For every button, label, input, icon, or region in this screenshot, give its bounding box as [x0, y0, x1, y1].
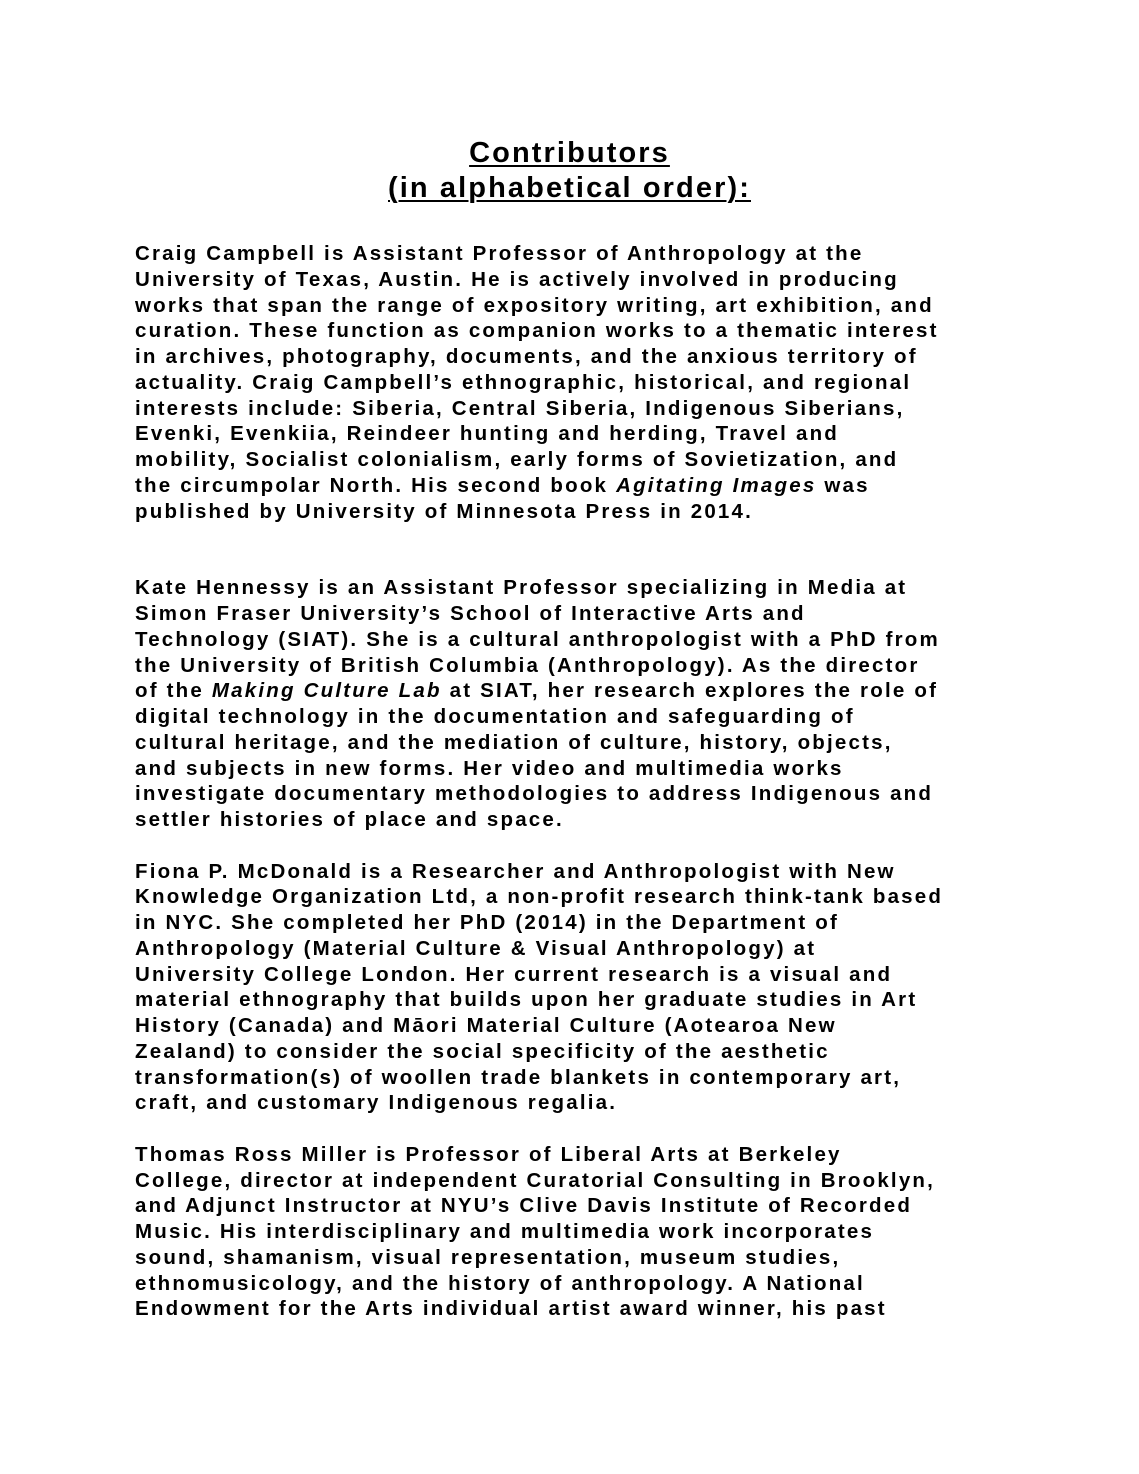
text-segment: and subjects in new forms. Her video and multimedia works — [135, 756, 844, 780]
text-segment: works that span the range of expository writing, art exhibition, and — [135, 293, 934, 317]
paragraph-gap — [135, 1116, 1015, 1142]
text-segment: of the — [135, 679, 212, 703]
text-segment: Kate Hennessy is an Assistant Professor specializing in Media at — [135, 576, 908, 600]
text-line — [135, 1296, 1015, 1322]
text-line — [135, 473, 1015, 499]
text-segment: Simon Fraser University’s School of Interactive Arts and — [135, 602, 806, 625]
text-segment: Thomas Ross Miller is Professor of Liberal Arts at Berkeley — [135, 1142, 842, 1166]
contributors-body — [135, 241, 1015, 1322]
italic-title: Making Culture Lab — [211, 679, 442, 703]
text-segment: the University of British Columbia (Anthropology). As the director — [135, 653, 920, 677]
text-line — [135, 1039, 1015, 1065]
text-segment: University of Texas, Austin. He is actively involved in producing — [135, 267, 899, 291]
text-line — [135, 1271, 1015, 1297]
text-segment: Knowledge Organization Ltd, a non-profit research think-tank based — [135, 885, 944, 909]
text-segment: ethnomusicology, and the history of anthropology. A National — [135, 1271, 865, 1295]
text-line — [135, 370, 1015, 396]
text-segment: curation. These function as companion works to a thematic interest — [135, 319, 939, 343]
text-segment: was — [816, 473, 870, 497]
text-segment: material ethnography that builds upon her graduate studies in Art — [135, 988, 918, 1012]
text-segment: interests include: Siberia, Central Siberia, Indigenous Siberians, — [135, 396, 905, 420]
text-line — [135, 807, 1015, 833]
text-segment: College, director at independent Curatorial Consulting in Brooklyn, — [135, 1168, 936, 1192]
page-subtitle: (in alphabetical order): — [388, 172, 751, 204]
text-line — [135, 344, 1015, 370]
text-segment: University College London. Her current research is a visual and — [135, 962, 893, 986]
text-line — [135, 267, 1015, 293]
text-segment: and Adjunct Instructor at NYU’s Clive Davis Institute of Recorded — [135, 1194, 913, 1218]
text-line — [135, 1090, 1015, 1116]
text-line — [135, 962, 1015, 988]
text-line — [135, 987, 1015, 1013]
text-segment: in NYC. She completed her PhD (2014) in the Department of — [135, 911, 840, 934]
text-line — [135, 1142, 1015, 1168]
text-line — [135, 704, 1015, 730]
text-line — [135, 421, 1015, 447]
text-segment: cultural heritage, and the mediation of culture, history, objects, — [135, 730, 893, 754]
text-line — [135, 1219, 1015, 1245]
text-line — [135, 756, 1015, 782]
text-segment: Craig Campbell is Assistant Professor of Anthropology at the — [135, 242, 864, 265]
text-line — [135, 1193, 1015, 1219]
text-segment: Endowment for the Arts individual artist award winner, his past — [135, 1297, 887, 1321]
text-line — [135, 936, 1015, 962]
text-line — [135, 1168, 1015, 1194]
text-segment: at SIAT, her research explores the role of — [441, 679, 939, 703]
paragraph-gap — [135, 524, 1015, 575]
text-line — [135, 1065, 1015, 1091]
text-line — [135, 447, 1015, 473]
text-line — [135, 499, 1015, 525]
text-segment: digital technology in the documentation and safeguarding of — [135, 705, 855, 728]
text-line — [135, 730, 1015, 756]
text-line — [135, 653, 1015, 679]
text-line — [135, 241, 1015, 267]
text-line — [135, 318, 1015, 344]
text-segment: Fiona P. McDonald is a Researcher and Anthropologist with New — [135, 859, 896, 883]
text-segment: Music. His interdisciplinary and multimedia work incorporates — [135, 1220, 875, 1243]
text-line — [135, 910, 1015, 936]
text-segment: transformation(s) of woollen trade blankets in contemporary art, — [135, 1065, 902, 1089]
text-line — [135, 575, 1015, 601]
text-line — [135, 627, 1015, 653]
contributor-bio-hennessy — [135, 575, 1015, 833]
text-segment: craft, and customary Indigenous regalia. — [135, 1091, 618, 1115]
text-line — [135, 396, 1015, 422]
text-segment: Anthropology (Material Culture & Visual Anthropology) at — [135, 936, 817, 960]
text-line — [135, 293, 1015, 319]
contributor-bio-campbell — [135, 241, 1015, 524]
text-line — [135, 1013, 1015, 1039]
text-line — [135, 601, 1015, 627]
text-line — [135, 678, 1015, 704]
text-segment: History (Canada) and Māori Material Culture (Aotearoa New — [135, 1014, 837, 1037]
text-segment: actuality. Craig Campbell’s ethnographic, historical, and regional — [135, 370, 912, 394]
text-segment: published by University of Minnesota Press in 2014. — [135, 499, 754, 523]
text-line — [135, 884, 1015, 910]
paragraph-gap — [135, 833, 1015, 859]
text-segment: mobility, Socialist colonialism, early forms of Sovietization, and — [135, 448, 899, 471]
text-segment: in archives, photography, documents, and the anxious territory of — [135, 345, 918, 368]
text-segment: Evenki, Evenkiia, Reindeer hunting and herding, Travel and — [135, 422, 840, 446]
text-segment: Zealand) to consider the social specificity of the aesthetic — [135, 1039, 830, 1063]
text-line — [135, 781, 1015, 807]
contributor-bio-mcdonald — [135, 859, 1015, 1117]
text-segment: sound, shamanism, visual representation, museum studies, — [135, 1245, 841, 1269]
page-title: Contributors — [469, 137, 670, 169]
text-segment: Technology (SIAT). She is a cultural anthropologist with a PhD from — [135, 627, 940, 651]
text-segment: settler histories of place and space. — [135, 808, 564, 831]
text-line — [135, 859, 1015, 885]
italic-title: Agitating Images — [616, 473, 817, 497]
title-block — [0, 136, 1139, 206]
text-line — [135, 1245, 1015, 1271]
text-segment: the circumpolar North. His second book — [135, 473, 617, 497]
contributor-bio-miller — [135, 1142, 1015, 1322]
text-segment: investigate documentary methodologies to address Indigenous and — [135, 782, 934, 806]
